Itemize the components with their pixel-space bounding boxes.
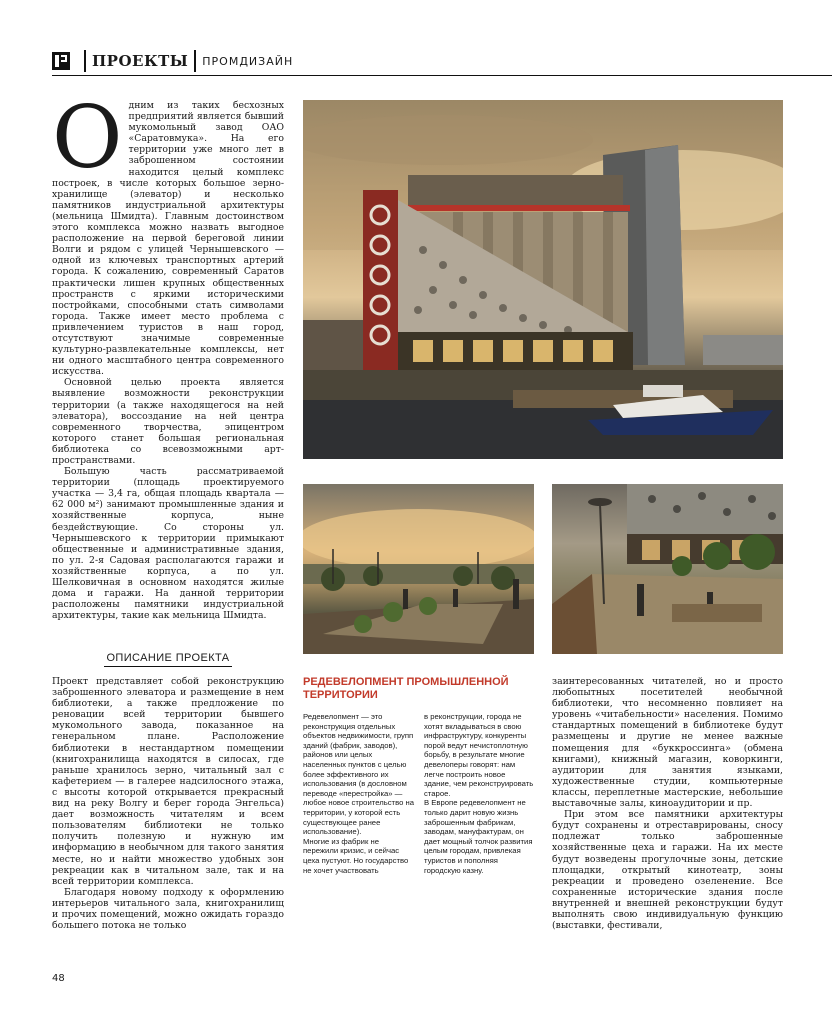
section-subheading — [52, 652, 284, 664]
subsection-title: ПРОМДИЗАЙН — [202, 54, 294, 68]
walkway-render-image — [552, 484, 783, 654]
terrace-render-image — [303, 484, 534, 654]
article-column-right — [552, 676, 783, 931]
magazine-logo-icon — [52, 52, 70, 70]
sidebar-paragraph: Многие из фабрик не пережили кризис, и сейчас цеха пустуют. Но государство не хочет участвовать — [303, 836, 409, 875]
subheading-text: ОПИСАНИЕ ПРОЕКТА — [104, 652, 231, 667]
header-divider — [84, 50, 86, 72]
paragraph: заинтересованных читателей, но и просто любопытных посетителей необычной библиотеки, что несомненно повлияет на уровень «читабельности» населения. Помимо стандартных помещений в библиотеке будут размещены и другие не менее важные помещения для «буккроссинга» (обмена книгами), книжный магазин, коворкинги, аудитории для занятия языками, художественные студии, компьютерные классы, переплетные мастерские, небольшие выставочные залы, киноаудитории и пр. — [552, 676, 783, 810]
section-title: ПРОЕКТЫ — [92, 52, 189, 70]
page-header — [52, 50, 293, 72]
header-divider — [194, 50, 196, 72]
paragraph: Основной целью проекта является выявление возможности реконструкции территории (а также находящегося на ней элеватора), воссоздание на ней центра современного творчества, эпицентром которого станет большая региональная библиотека со всевозможными арт-пространствами. — [52, 377, 284, 466]
header-rule — [52, 75, 832, 76]
sidebar-title: РЕДЕВЕЛОПМЕНТ ПРОМЫШЛЕННОЙ ТЕРРИТОРИИ — [303, 676, 509, 701]
article-column-left — [52, 88, 284, 622]
paragraph: Проект представляет собой реконструкцию заброшенного элеватора и размещение в нем библиотеки, а также предложение по реновации всей территории бывшего мукомольного завода, показанное на генеральном плане. Расположение библиотеки в нестандартном помещении (книгохранилища находятся в силосах, где раньше хранилось зерно, читальный зал с кафетерием — в галерее надсилосного этажа, с высоты которой открывается прекрасный вид на реку Волгу и берег города Энгельса) дает возможность читателям и всем пользователям библиотеки не только получить полезную и нужную им информацию в необычном для такого занятия месте, но и найти множество удобных зон рекреации как в читальном зале, так и на всей территории комплекса. — [52, 676, 284, 887]
sidebar-paragraph: в реконструкции, города не хотят вкладываться в свою инфраструктуру, конкуренты порой ведут нечистоплотную борьбу, в результате многие девелоперы говорят: нам легче построить новое здание, чем реконструировать старое. — [424, 712, 534, 798]
elevator-render-image — [303, 100, 783, 459]
paragraph: дним из таких бесхозных предприятий является бывший мукомольный завод ОАО «Саратовмука». На его территории уже много лет в заброшенном состоянии находится целый комплекс построек, в числе которых большое зернохранилище (элеватор) и несколько памятников индустриальной архитектуры (мельница Шмидта). Главным достоинством этого комплекса можно назвать выгодное расположение на первой береговой линии Волги и рядом с улицей Чернышевского — одной из ключевых транспортных артерий города. К сожалению, современный Саратов практически лишен крупных общественных пространств с яркими историческими постройками, способными стать символами города. Также имеет место проблема с привлечением туристов в наш город, отсутствуют значимые современные культурно-развлекательные комплексы, нет ни одного масштабного центра современного искусства. — [52, 100, 284, 378]
paragraph: При этом все памятники архитектуры будут сохранены и отреставрированы, сносу подлежат только заброшенные хозяйственные цеха и гаражи. На их месте будут возведены прогулочные зоны, детские площадки, открытый кинотеатр, зоны рекреации и проведено озеленение. Все сохраненные исторические здания после внутренней и внешней реконструкции будут выполнять свою индивидуальную функцию (выставки, фестивали, — [552, 809, 783, 932]
paragraph: Большую часть рассматриваемой территории (площадь проектируемого участка — 3,4 га, общая площадь квартала — 62 000 м²) занимают промышленные здания и хозяйственные корпуса, ныне бездействующие. Со стороны ул. Чернышевского к территории примыкают общественные и административные здания, по ул. 2-я Садовая располагаются гаражи и хозяйственные корпуса, а по ул. Шелковичная в основном находятся жилые дома и гаражи. На данной территории расположены памятники индустриальной архитектуры, такие как мельница Шмидта. — [52, 466, 284, 622]
sidebar-column-left — [303, 712, 415, 875]
sidebar-column-right — [424, 712, 534, 875]
article-column-left-lower — [52, 676, 284, 931]
paragraph: Благодаря новому подходу к оформлению интерьеров читального зала, книгохранилищ и прочих помещений, можно ожидать гораздо большего потока не только — [52, 886, 284, 932]
page-number: 48 — [52, 973, 65, 984]
drop-cap: О — [52, 88, 123, 188]
sidebar-paragraph: В Европе редевелопмент не только дарит новую жизнь заброшенным фабрикам, заводам, мануфактурам, он дает мощный толчок развития целым городам, привлекая туристов и пополняя городскую казну. — [424, 798, 533, 875]
sidebar-paragraph: Редевелопмент — это реконструкция отдельных объектов недвижимости, групп зданий (фабрик, заводов), районов или целых населенных пунктов с целью более эффективного их использования (в дословном переводе «перестройка» — любое новое строительство на территории, у которой есть существующее ранее использование). — [303, 712, 414, 837]
